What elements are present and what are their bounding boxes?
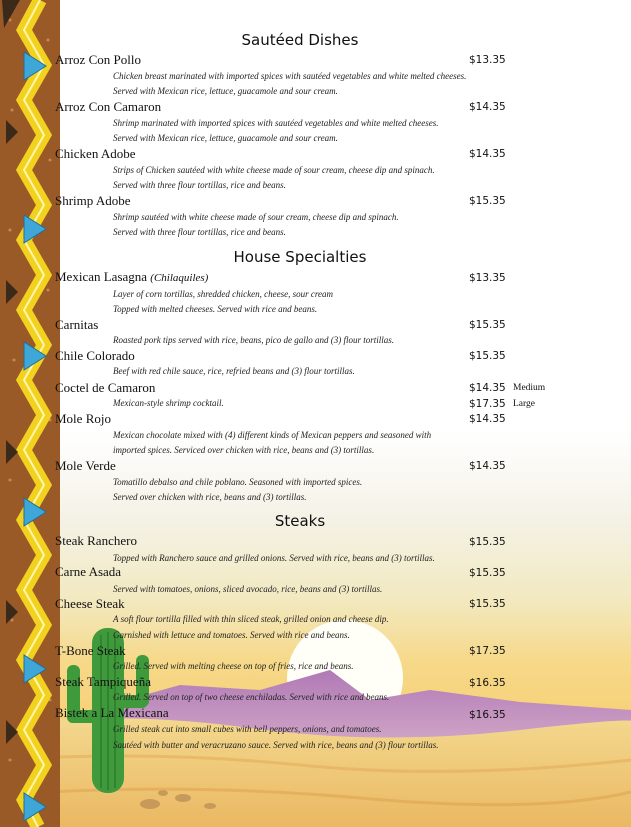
menu-item-description: Served with three flour tortillas, rice and beans.	[113, 227, 286, 237]
menu-item-price: $16.35	[469, 677, 506, 689]
menu-item-price: $13.35	[469, 272, 506, 284]
menu-item-price: $14.35	[469, 413, 506, 425]
menu-item-name: Steak Ranchero	[55, 533, 137, 548]
menu-item-description: Shrimp marinated with imported spices with sautéed vegetables and white melted cheeses.	[113, 118, 439, 128]
menu-item-description: Topped with Ranchero sauce and grilled onions. Served with rice, beans and (3) tortillas.	[113, 553, 435, 563]
menu-item-description: Shrimp sautéed with white cheese made of sour cream, cheese dip and spinach.	[113, 212, 399, 222]
menu-item-name: Arroz Con Camaron	[55, 99, 162, 114]
menu-item-price: $15.35	[469, 567, 506, 579]
menu-item-name: Steak Tampiqueña	[55, 674, 151, 689]
menu-item-description: Beef with red chile sauce, rice, refried beans and (3) flour tortillas.	[113, 366, 355, 376]
menu-item-description: Mexican chocolate mixed with (4) different kinds of Mexican peppers and seasoned with	[113, 430, 432, 440]
menu-item-name: Chile Colorado	[55, 348, 135, 363]
menu-item-price: $14.35	[469, 101, 506, 113]
menu-item-price: $15.35	[469, 598, 506, 610]
menu-item-name: Chicken Adobe	[55, 146, 136, 161]
menu-item-price: $15.35	[469, 536, 506, 548]
menu-item-description: Roasted pork tips served with rice, beans, pico de gallo and (3) flour tortillas.	[113, 335, 394, 345]
menu-item-size: Large	[513, 399, 535, 409]
menu-item-description: Chicken breast marinated with imported spices with sautéed vegetables and white melted cheeses.	[113, 71, 467, 81]
menu-item-price: $14.35	[469, 148, 506, 160]
menu-item-name: Carne Asada	[55, 564, 122, 579]
menu-item-description: Layer of corn tortillas, shredded chicken, cheese, sour cream	[113, 289, 334, 299]
menu-item-description: Garnished with lettuce and tomatoes. Served with rice and beans.	[113, 630, 350, 640]
menu-item-name: Cheese Steak	[55, 596, 125, 611]
menu-item-name: Arroz Con Pollo	[55, 52, 141, 67]
menu-item-price: $15.35	[469, 195, 506, 207]
menu-item-name: Carnitas	[55, 317, 99, 332]
menu-item-name: Coctel de Camaron	[55, 380, 156, 395]
menu-item-description: Grilled. Served on top of two cheese enchiladas. Served with rice and beans.	[113, 692, 390, 702]
menu-item-price: $14.35	[469, 382, 506, 394]
menu-item-price: $17.35	[469, 398, 506, 410]
menu-item-description: Served with tomatoes, onions, sliced avocado, rice, beans and (3) tortillas.	[113, 584, 383, 594]
menu-item-price: $13.35	[469, 54, 506, 66]
menu-item-description: Strips of Chicken sautéed with white cheese made of sour cream, cheese dip and spinach.	[113, 165, 435, 175]
menu-item-description: Served with Mexican rice, lettuce, guacamole and sour cream.	[113, 86, 338, 96]
section-heading-house-specialties: House Specialties	[233, 248, 367, 266]
menu-item-description: Grilled steak cut into small cubes with bell peppers, onions, and tomatoes.	[113, 724, 382, 734]
menu-item-description: Mexican-style shrimp cocktail.	[113, 398, 224, 408]
menu-item-name: T-Bone Steak	[55, 643, 126, 658]
menu-item-description: imported spices. Serviced over chicken with rice, beans and (3) tortillas.	[113, 445, 375, 455]
section-heading-steaks: Steaks	[274, 512, 326, 530]
menu-item-description: Served with three flour tortillas, rice and beans.	[113, 180, 286, 190]
menu-item-name: Mole Verde	[55, 458, 116, 473]
menu-item-description: Sautéed with butter and veracruzano sauce. Served with rice, beans and (3) flour tortillas.	[113, 740, 439, 750]
menu-item-description: Topped with melted cheeses. Served with rice and beans.	[113, 304, 318, 314]
menu-item-name: Bistek a La Mexicana	[55, 705, 169, 720]
menu-item-price: $16.35	[469, 709, 506, 721]
menu-item-description: Served over chicken with rice, beans and (3) tortillas.	[113, 492, 307, 502]
menu-item-name: Mole Rojo	[55, 411, 111, 426]
menu-item-description: Served with Mexican rice, lettuce, guacamole and sour cream.	[113, 133, 338, 143]
menu-item-name	[55, 269, 208, 285]
menu-item-description: Tomatillo debalso and chile poblano. Seasoned with imported spices.	[113, 477, 363, 487]
menu-item-price: $15.35	[469, 319, 506, 331]
section-heading-sauteed-dishes: Sautéed Dishes	[241, 31, 359, 49]
menu-item-name-note: (Chilaquiles)	[150, 272, 209, 284]
menu-item-price: $17.35	[469, 645, 506, 657]
menu-item-description: Grilled. Served with melting cheese on top of fries, rice and beans.	[113, 661, 354, 671]
menu-item-price: $15.35	[469, 350, 506, 362]
menu-item-description: A soft flour tortilla filled with thin sliced steak, grilled onion and cheese dip.	[113, 614, 389, 624]
menu-item-name: Shrimp Adobe	[55, 193, 131, 208]
menu-item-size: Medium	[513, 383, 546, 393]
menu-item-name-text: Mexican Lasagna	[55, 269, 148, 284]
menu-item-price: $14.35	[469, 460, 506, 472]
